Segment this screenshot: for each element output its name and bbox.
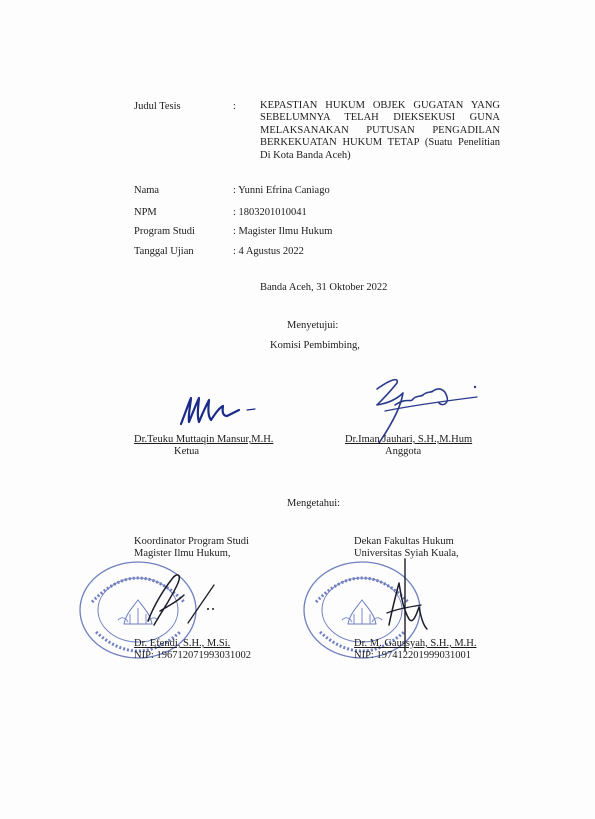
thesis-title-colon: : bbox=[233, 101, 236, 112]
official-right-name: Dr. M. Gaussyah, S.H., M.H. bbox=[354, 638, 477, 649]
field-label-program-studi: Program Studi bbox=[134, 226, 195, 237]
place-date: Banda Aceh, 31 Oktober 2022 bbox=[260, 282, 388, 293]
thesis-title-value: KEPASTIAN HUKUM OBJEK GUGATAN YANG SEBELUMNYA TELAH DIEKSEKUSI GUNA MELAKSANAKAN PUTUSAN PENGADILAN BERKEKUATAN HUKUM TETAP (Suatu Penelitian Di Kota Banda Aceh) bbox=[260, 100, 500, 161]
official-right-title2: Universitas Syiah Kuala, bbox=[354, 548, 459, 559]
signature-ketua bbox=[175, 392, 275, 432]
field-value-nama: : Yunni Efrina Caniago bbox=[233, 185, 330, 196]
field-label-npm: NPM bbox=[134, 207, 157, 218]
official-right-nip: NIP: 197412201999031001 bbox=[354, 650, 471, 661]
field-label-tanggal-ujian: Tanggal Ujian bbox=[134, 246, 194, 257]
official-left-name: Dr. Efendi, S.H., M.Si. bbox=[134, 638, 231, 649]
approval-heading: Menyetujui: bbox=[287, 320, 339, 331]
supervisor-ketua-role: Ketua bbox=[174, 446, 200, 457]
field-value-npm: : 1803201010041 bbox=[233, 207, 307, 218]
thesis-title-label: Judul Tesis bbox=[134, 101, 181, 112]
supervisor-ketua-name: Dr.Teuku Muttaqin Mansur,M.H. bbox=[134, 434, 274, 445]
field-value-tanggal-ujian: : 4 Agustus 2022 bbox=[233, 246, 304, 257]
signature-koordinator bbox=[140, 565, 230, 635]
acknowledge-heading: Mengetahui: bbox=[287, 498, 341, 509]
supervisor-anggota-role: Anggota bbox=[385, 446, 422, 457]
official-right-title1: Dekan Fakultas Hukum bbox=[354, 536, 454, 547]
field-value-program-studi: : Magister Ilmu Hukum bbox=[233, 226, 333, 237]
committee-label: Komisi Pembimbing, bbox=[270, 340, 360, 351]
field-label-nama: Nama bbox=[134, 185, 160, 196]
official-left-title1: Koordinator Program Studi bbox=[134, 536, 249, 547]
official-left-nip: NIP: 196712071993031002 bbox=[134, 650, 251, 661]
supervisor-anggota-name: Dr.Iman Jauhari, S.H.,M.Hum bbox=[345, 434, 473, 445]
official-left-title2: Magister Ilmu Hukum, bbox=[134, 548, 231, 559]
